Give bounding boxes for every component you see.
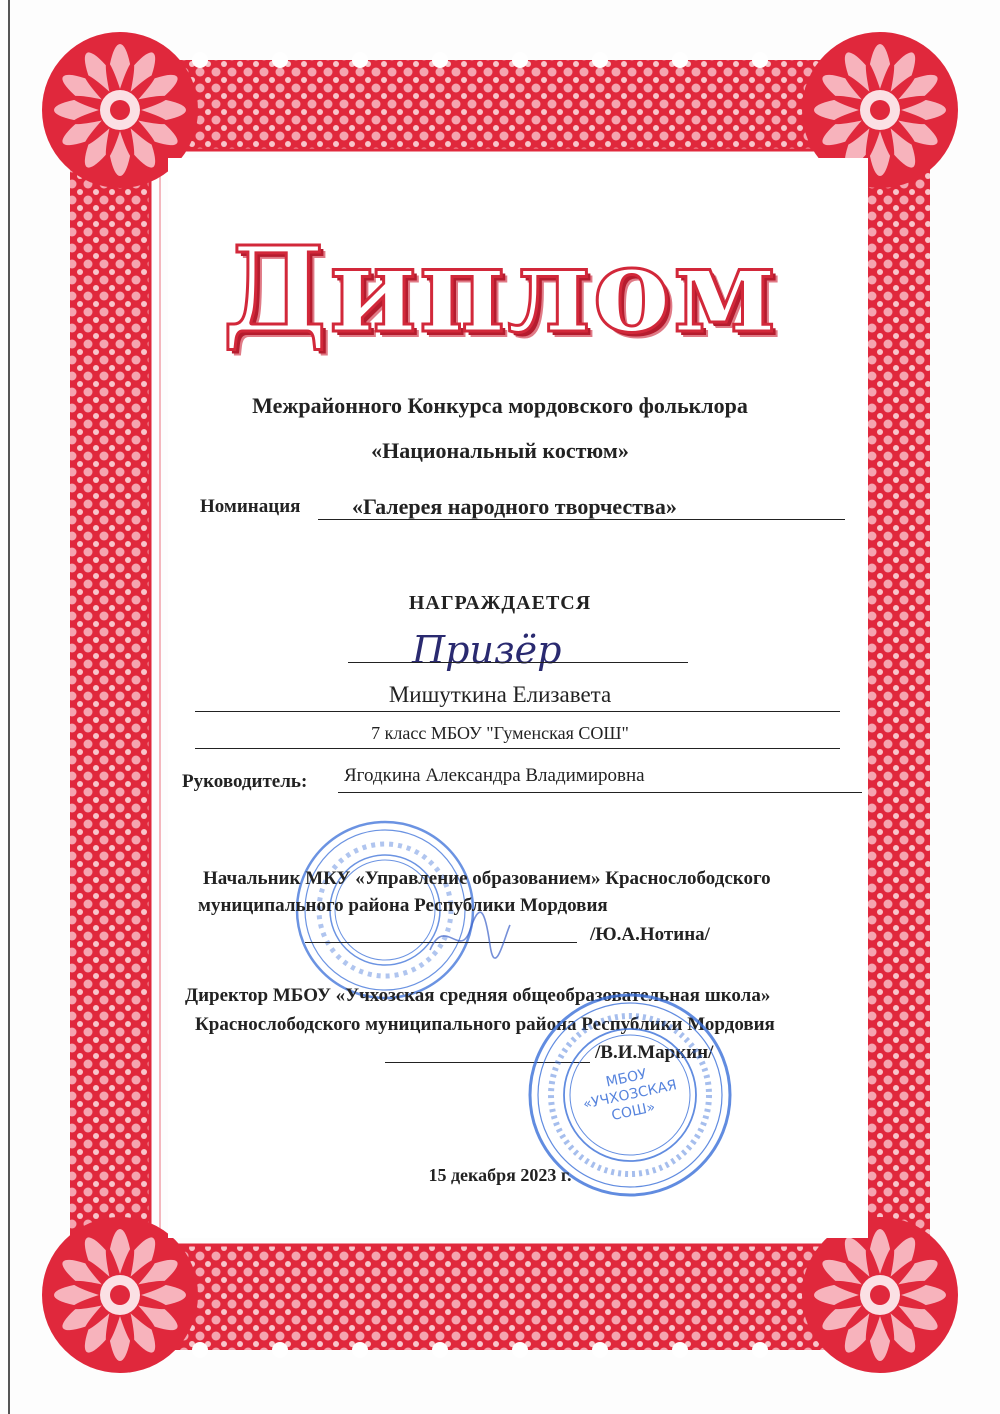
diploma-title: Диплом	[222, 220, 778, 359]
signer2-line1: Директор МБОУ «Учхозская средняя общеобразовательная школа»	[185, 985, 771, 1006]
signer1-line1: Начальник МКУ «Управление образованием» Краснослободского	[203, 868, 771, 889]
supervisor-label: Руководитель:	[182, 771, 308, 792]
issue-date: 15 декабря 2023 г.	[428, 1165, 572, 1185]
signer1-signature	[425, 905, 515, 965]
supervisor-name: Ягодкина Александра Владимировна	[344, 765, 645, 786]
signer1-name: /Ю.А.Нотина/	[590, 924, 710, 945]
recipient-class: 7 класс МБОУ "Гуменская СОШ"	[371, 723, 629, 743]
class-underline	[195, 748, 840, 749]
nomination-label: Номинация	[200, 496, 301, 517]
supervisor-underline	[338, 792, 862, 793]
signer2-name: /В.И.Маркин/	[595, 1042, 714, 1063]
awarded-label: НАГРАЖДАЕТСЯ	[408, 592, 592, 614]
recipient-underline	[195, 711, 840, 712]
contest-name: «Национальный костюм»	[371, 438, 629, 463]
stamp2-text: МБОУ «УЧХОЗСКАЯ СОШ»	[581, 1066, 679, 1125]
nomination-value: «Галерея народного творчества»	[352, 494, 677, 519]
place-handwritten: Призёр	[412, 628, 562, 672]
signer1-line2: муниципального района Республики Мордовия	[198, 895, 608, 916]
signer2-line2: Краснослободского муниципального района Республики Мордовия	[195, 1014, 775, 1035]
place-underline	[348, 662, 688, 663]
contest-line: Межрайонного Конкурса мордовского фольклора	[252, 393, 748, 418]
recipient-name: Мишуткина Елизавета	[388, 682, 612, 707]
